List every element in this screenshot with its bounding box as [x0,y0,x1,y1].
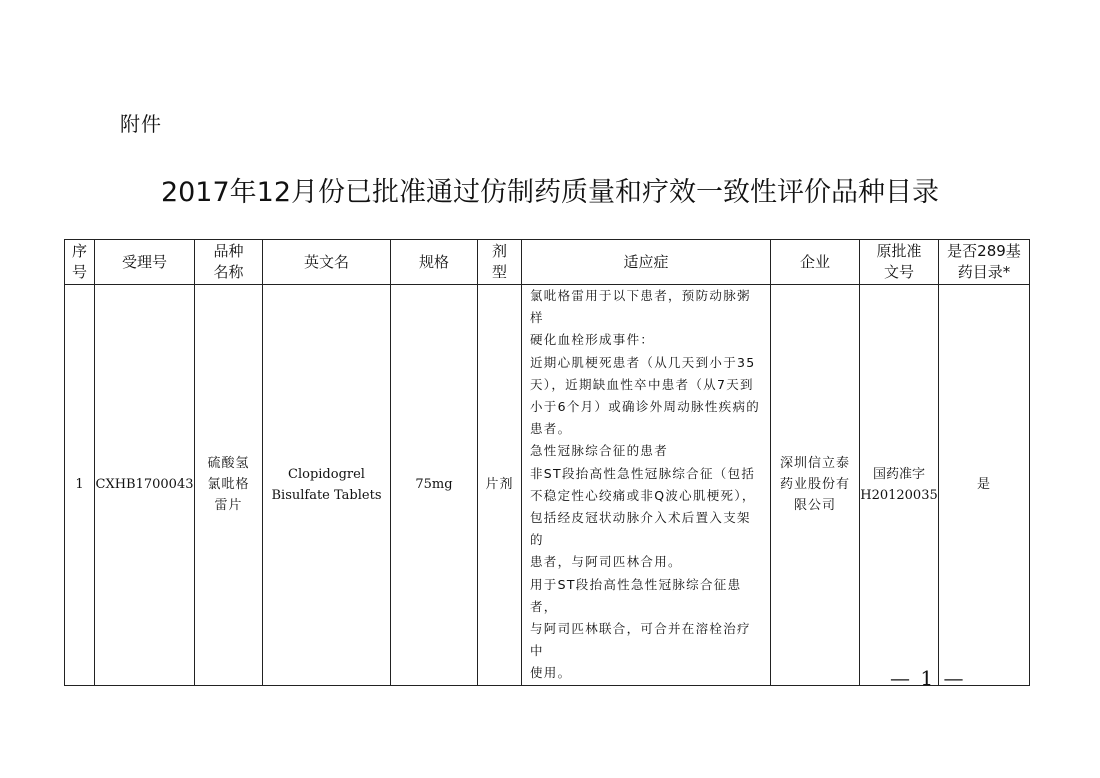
cell-dosage-form: 片剂 [478,285,522,686]
header-accept-no: 受理号 [95,240,195,285]
indication-line: 近期心肌梗死患者（从几天到小于35 [530,354,756,370]
header-variety: 品种 名称 [195,240,263,285]
cell-company: 深圳信立泰 药业股份有 限公司 [771,285,860,686]
cell-variety: 硫酸氢 氯吡格 雷片 [195,285,263,686]
header-no: 序 号 [65,240,95,285]
header-essential-list: 是否289基 药目录* [939,240,1030,285]
header-company: 企业 [771,240,860,285]
cell-essential-list: 是 [939,285,1030,686]
indication-line: 小于6个月）或确诊外周动脉性疾病的 [530,399,761,415]
indication-line: 氯吡格雷用于以下患者，预防动脉粥样 [530,288,751,326]
indication-line: 患者。 [530,421,572,437]
header-spec: 规格 [391,240,478,285]
header-english-name: 英文名 [263,240,391,285]
table-row [65,285,1030,686]
indication-line: 硬化血栓形成事件： [530,332,655,348]
indication-line: 使用。 [530,665,572,681]
indication-line: 不稳定性心绞痛或非Q波心肌梗死）， [530,487,756,503]
table-header-row [65,240,1030,285]
cell-approval-no: 国药准字 H20120035 [860,285,939,686]
catalog-table [64,239,1030,686]
indication-line: 包括经皮冠状动脉介入术后置入支架的 [530,510,751,548]
indication-line: 与阿司匹林联合，可合并在溶栓治疗中 [530,621,751,659]
header-approval-no: 原批准 文号 [860,240,939,285]
cell-accept-no: CXHB1700043 [95,285,195,686]
cell-indication [522,285,771,686]
indication-line: 非ST段抬高性急性冠脉综合征（包括 [530,465,756,481]
attachment-label: 附件 [120,112,162,136]
indication-line: 患者，与阿司匹林合用。 [530,554,682,570]
cell-spec: 75mg [391,285,478,686]
indication-line: 用于ST段抬高性急性冠脉综合征患者， [530,576,742,614]
cell-no: 1 [65,285,95,686]
header-indication: 适应症 [522,240,771,285]
page-title: 2017年12月份已批准通过仿制药质量和疗效一致性评价品种目录 [160,177,940,208]
cell-english-name: Clopidogrel Bisulfate Tablets [263,285,391,686]
header-dosage-form: 剂 型 [478,240,522,285]
page-number: — 1 — [890,666,966,690]
indication-line: 急性冠脉综合征的患者 [530,443,669,459]
indication-line: 天），近期缺血性卒中患者（从7天到 [530,376,754,392]
